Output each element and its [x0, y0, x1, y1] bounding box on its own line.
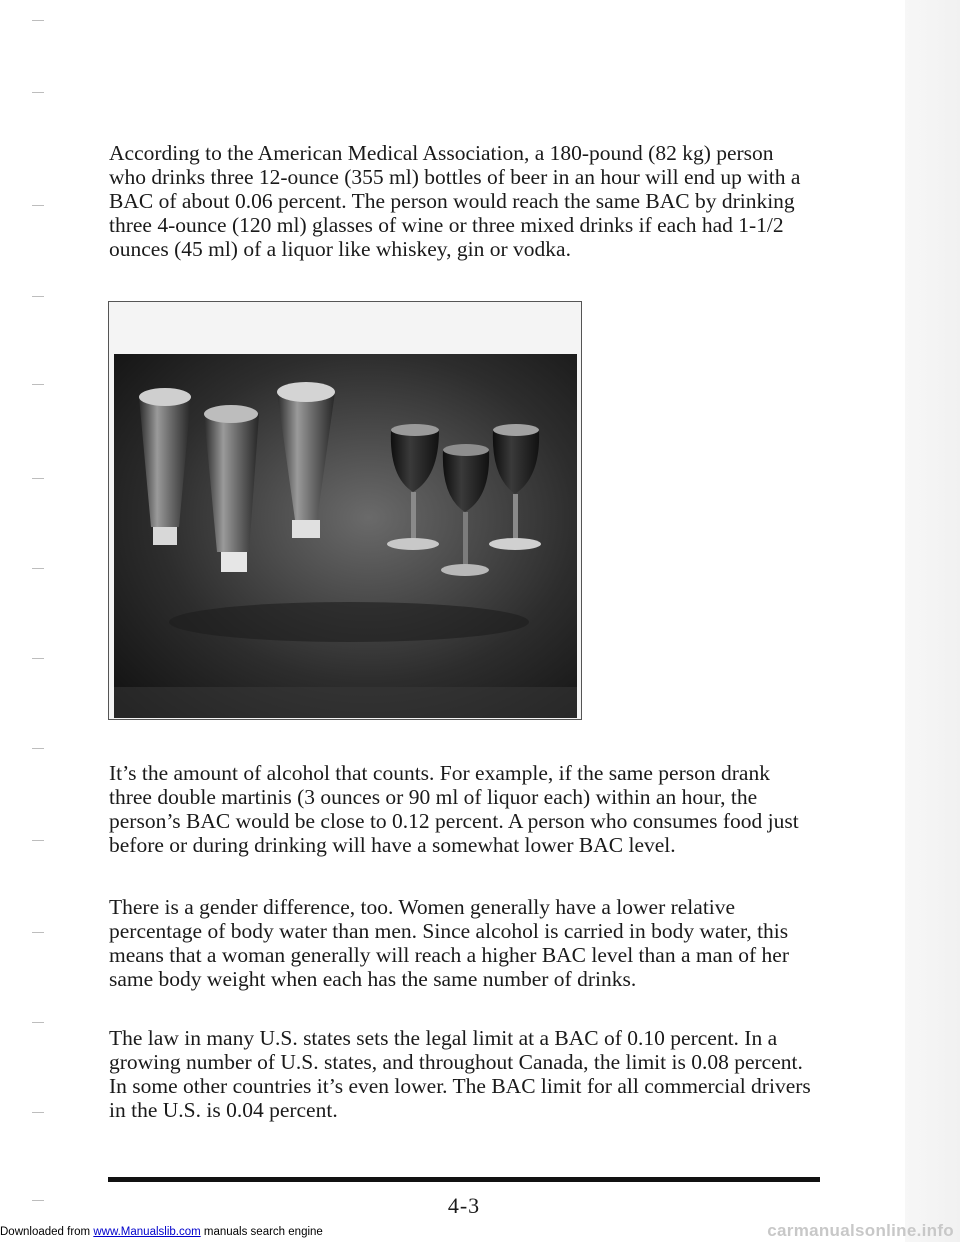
- margin-mark: [32, 92, 44, 93]
- paragraph-amount-counts: It’s the amount of alcohol that counts. For example, if the same person drank three double martinis (3 ounces or 90 ml of liquor each) within an hour, the person’s BAC would be close to 0.12 percent. A person who consumes food just before or during drinking will have a somewhat lower BAC level.: [109, 761, 799, 857]
- margin-mark: [32, 20, 44, 21]
- scan-edge-strip: [905, 0, 960, 1242]
- paragraph-legal-limit: The law in many U.S. states sets the legal limit at a BAC of 0.10 percent. In a growing number of U.S. states, and throughout Canada, the limit is 0.08 percent. In some other countries it’s even lower. The BAC limit for all commercial drivers in the U.S. is 0.04 percent.: [109, 1026, 811, 1122]
- margin-mark: [32, 1022, 44, 1023]
- watermark-text: carmanualsonline.info: [767, 1221, 954, 1240]
- margin-mark: [32, 1112, 44, 1113]
- margin-mark: [32, 205, 44, 206]
- margin-mark: [32, 658, 44, 659]
- download-note-prefix: Downloaded from: [0, 1226, 94, 1238]
- drinks-photo: [108, 301, 582, 720]
- margin-mark: [32, 384, 44, 385]
- paragraph-gender-difference: There is a gender difference, too. Women generally have a lower relative percentage of body water than men. Since alcohol is carried in body water, this means that a woman generally will reach a higher BAC level than a man of her same body weight when each has the same number of drinks.: [109, 895, 789, 991]
- download-note: [0, 1222, 329, 1242]
- margin-mark: [32, 748, 44, 749]
- margin-mark: [32, 478, 44, 479]
- paragraph-bac-beer: According to the American Medical Association, a 180-pound (82 kg) person who drinks three 12-ounce (355 ml) bottles of beer in an hour will end up with a BAC of about 0.06 percent. The person would reach the same BAC by drinking three 4-ounce (120 ml) glasses of wine or three mixed drinks if each had 1-1/2 ounces (45 ml) of a liquor like whiskey, gin or vodka.: [109, 141, 801, 261]
- margin-mark: [32, 932, 44, 933]
- margin-mark: [32, 840, 44, 841]
- manualslib-link[interactable]: www.Manualslib.com: [93, 1226, 201, 1238]
- margin-mark: [32, 568, 44, 569]
- download-note-suffix: manuals search engine: [200, 1226, 323, 1238]
- drinks-photo-illustration: [109, 302, 581, 719]
- footer-rule: [108, 1177, 820, 1182]
- margin-mark: [32, 296, 44, 297]
- page-number: 4-3: [447, 1193, 481, 1218]
